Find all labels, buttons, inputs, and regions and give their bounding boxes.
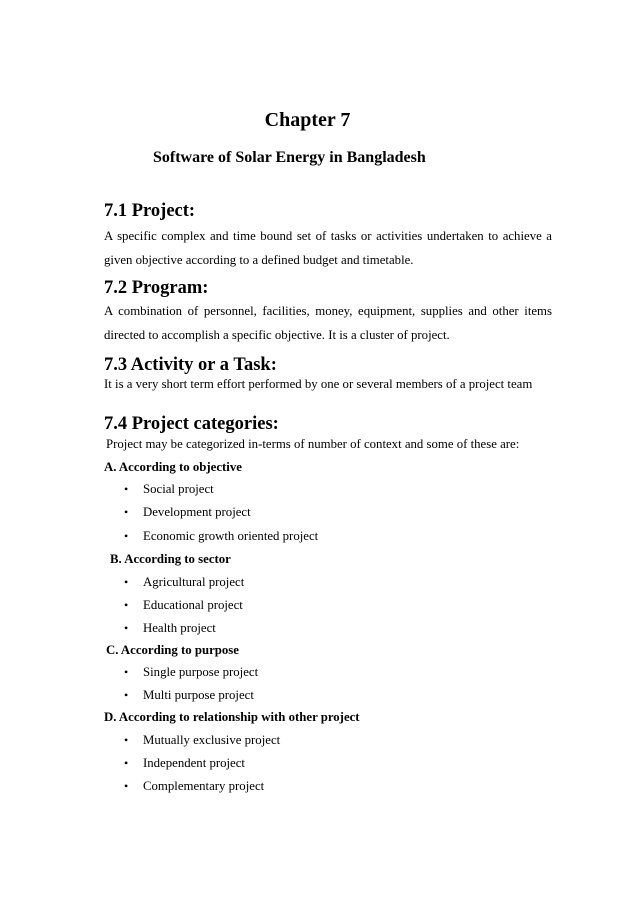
section-text-categories-intro: Project may be categorized in-terms of number of context and some of these are: bbox=[106, 437, 520, 451]
section-heading-activity: 7.3 Activity or a Task: bbox=[104, 355, 277, 375]
section-text-project: A specific complex and time bound set of tasks or activities undertaken to achieve a given objective according to a defined budget and timetable. bbox=[104, 229, 552, 267]
bullet-icon: • bbox=[124, 779, 129, 793]
list-item: • Mutually exclusive project bbox=[104, 729, 552, 752]
bullet-icon: • bbox=[124, 733, 129, 747]
section-heading-program: 7.2 Program: bbox=[104, 278, 209, 298]
bullet-icon: • bbox=[124, 575, 129, 589]
list-item: • Health project bbox=[104, 617, 552, 640]
category-list-sector bbox=[104, 571, 552, 640]
list-item: • Single purpose project bbox=[104, 661, 552, 684]
list-item: • Educational project bbox=[104, 594, 552, 617]
list-item: • Social project bbox=[104, 478, 552, 501]
category-heading-relationship: D. According to relationship with other project bbox=[104, 710, 360, 724]
list-item: • Complementary project bbox=[104, 775, 552, 798]
list-item: • Multi purpose project bbox=[104, 684, 552, 707]
chapter-title: Chapter 7 bbox=[264, 109, 351, 131]
bullet-icon: • bbox=[124, 665, 129, 679]
section-text-activity: It is a very short term effort performed by one or several members of a project team bbox=[104, 377, 533, 391]
bullet-icon: • bbox=[124, 505, 129, 519]
bullet-icon: • bbox=[124, 482, 129, 496]
bullet-icon: • bbox=[124, 756, 129, 770]
category-list-objective bbox=[104, 478, 552, 548]
section-heading-categories: 7.4 Project categories: bbox=[104, 414, 279, 434]
category-heading-purpose: C. According to purpose bbox=[106, 643, 239, 657]
bullet-icon: • bbox=[124, 529, 129, 543]
category-list-purpose bbox=[104, 661, 552, 707]
list-item: • Development project bbox=[104, 501, 552, 524]
bullet-icon: • bbox=[124, 688, 129, 702]
document-body bbox=[104, 200, 552, 798]
category-list-relationship bbox=[104, 729, 552, 798]
section-heading-project: 7.1 Project: bbox=[104, 201, 196, 221]
bullet-icon: • bbox=[124, 598, 129, 612]
category-heading-sector: B. According to sector bbox=[110, 552, 231, 566]
bullet-icon: • bbox=[124, 621, 129, 635]
section-text-program: A combination of personnel, facilities, money, equipment, supplies and other items directed to accomplish a specific objective. It is a cluster of project. bbox=[104, 304, 552, 342]
list-item: • Agricultural project bbox=[104, 571, 552, 594]
category-heading-objective: A. According to objective bbox=[104, 460, 242, 474]
list-item: • Economic growth oriented project bbox=[104, 525, 552, 548]
chapter-subtitle: Software of Solar Energy in Bangladesh bbox=[153, 149, 426, 166]
list-item: • Independent project bbox=[104, 752, 552, 775]
